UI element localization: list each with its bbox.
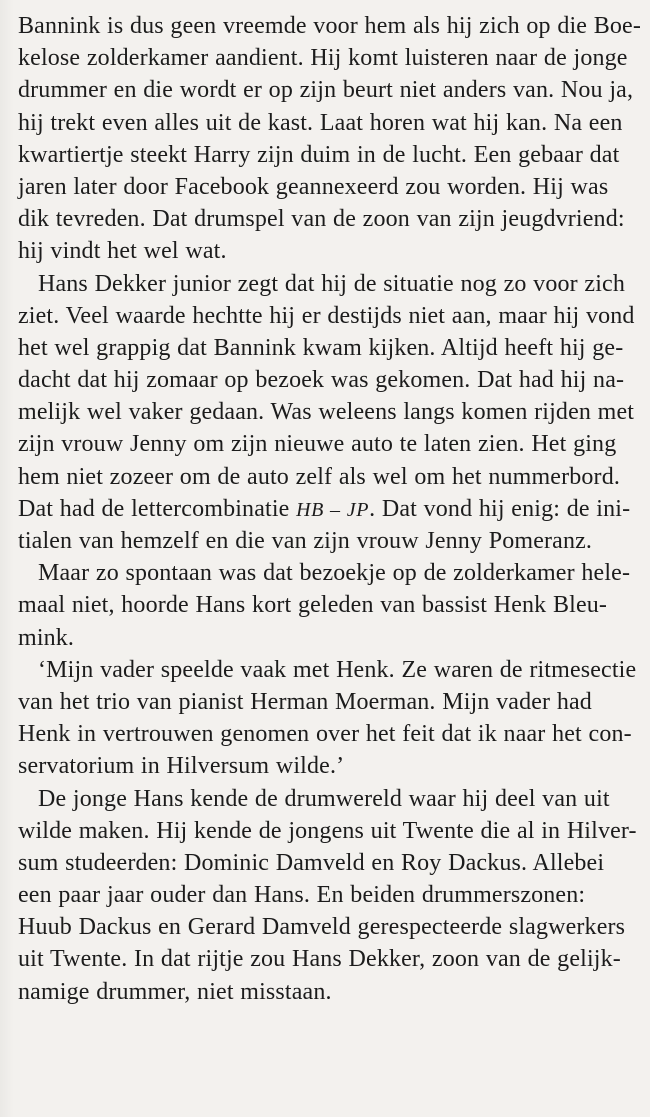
paragraph-4-quote	[18, 654, 637, 783]
text-line: uit Twente. In dat rijtje zou Hans Dekker, zoon van de gelijk-	[18, 946, 621, 973]
paragraph-1	[18, 10, 642, 268]
paragraph-2	[18, 268, 634, 558]
text-line: dacht dat hij zomaar op bezoek was gekomen. Dat had hij na-	[18, 367, 625, 394]
text-line: Henk in vertrouwen genomen over het feit dat ik naar het con-	[18, 721, 632, 748]
paragraph-3	[18, 557, 634, 654]
text-segment: . Dat vond hij enig: de ini-	[369, 495, 631, 522]
text-line: kwartiertje steekt Harry zijn duim in de lucht. Een gebaar dat	[18, 141, 620, 168]
text-line: jaren later door Facebook geannexeerd zou worden. Hij was	[18, 173, 609, 200]
text-line: Hans Dekker junior zegt dat hij de situatie nog zo voor zich	[38, 270, 625, 297]
text-line: namige drummer, niet misstaan.	[18, 978, 332, 1005]
text-line: Bannink is dus geen vreemde voor hem als hij zich op die Boe-	[18, 13, 642, 39]
text-line: kelose zolderkamer aandient. Hij komt luisteren naar de jonge	[18, 45, 628, 72]
text-line: ‘Mijn vader speelde vaak met Henk. Ze waren de ritmesectie	[38, 656, 637, 683]
text-line: van het trio van pianist Herman Moerman. Mijn vader had	[18, 688, 592, 715]
text-line-license-plate	[18, 493, 634, 525]
text-line: tialen van hemzelf en die van zijn vrouw Jenny Pomeranz.	[18, 528, 593, 554]
license-plate-text: HB – JP	[296, 498, 370, 521]
text-line: drummer en die wordt er op zijn beurt niet anders van. Nou ja,	[18, 77, 634, 104]
text-line: servatorium in Hilversum wilde.’	[18, 753, 345, 780]
text-line: het wel grappig dat Bannink kwam kijken. Altijd heeft hij ge-	[18, 334, 624, 361]
text-line: melijk wel vaker gedaan. Was weleens langs komen rijden met	[18, 399, 635, 426]
text-line: Maar zo spontaan was dat bezoekje op de zolderkamer hele-	[38, 560, 631, 587]
text-line: sum studeerden: Dominic Damveld en Roy Dackus. Allebei	[18, 849, 605, 876]
text-line: Huub Dackus en Gerard Damveld gerespecteerde slagwerkers	[18, 914, 626, 941]
text-line: wilde maken. Hij kende de jongens uit Twente die al in Hilver-	[18, 817, 637, 844]
text-line: hem niet zozeer om de auto zelf als wel om het nummerbord.	[18, 463, 620, 490]
paragraph-5	[18, 783, 637, 1008]
text-line: De jonge Hans kende de drumwereld waar hij deel van uit	[38, 785, 610, 812]
text-line: dik tevreden. Dat drumspel van de zoon van zijn jeugdvriend:	[18, 206, 625, 233]
text-line: hij trekt even alles uit de kast. Laat horen wat hij kan. Na een	[18, 109, 623, 136]
text-line: een paar jaar ouder dan Hans. En beiden drummerszonen:	[18, 882, 586, 909]
text-line: maal niet, hoorde Hans kort geleden van bassist Henk Bleu-	[18, 592, 608, 619]
text-line: zijn vrouw Jenny om zijn nieuwe auto te laten zien. Het ging	[18, 431, 617, 458]
text-line: mink.	[18, 624, 75, 651]
text-segment: Dat had de lettercombinatie	[18, 495, 297, 522]
text-line: hij vindt het wel wat.	[18, 238, 227, 265]
text-line: ziet. Veel waarde hechtte hij er destijds niet aan, maar hij vond	[18, 302, 635, 329]
